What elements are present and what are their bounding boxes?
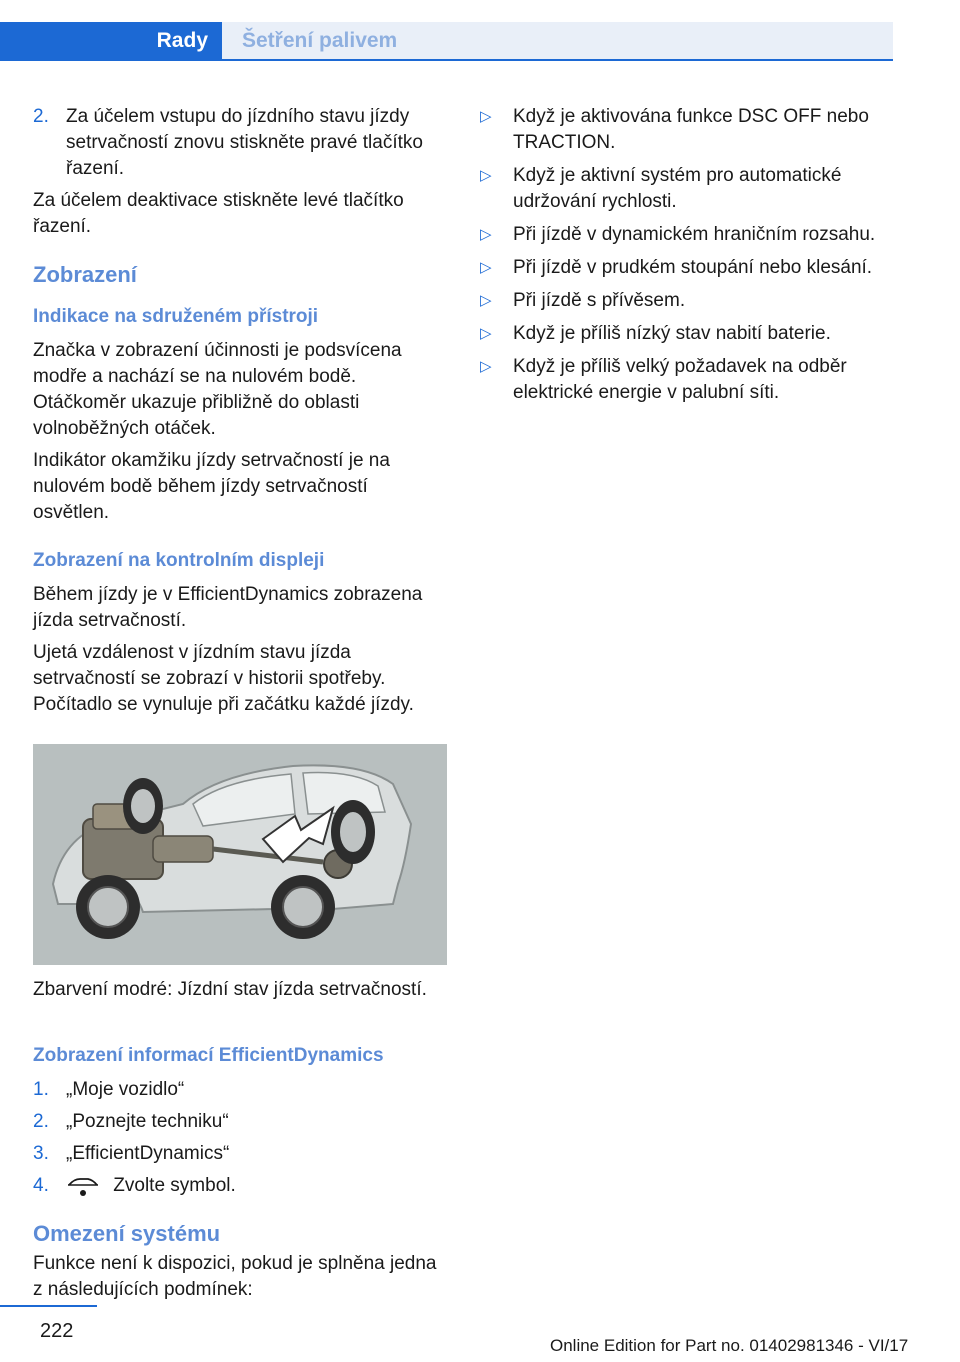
paragraph-displej-1: Během jízdy je v EfficientDynamics zobrazena jízda setrvačností. [33,584,423,631]
step-number: 3. [33,1143,49,1164]
step-item-2 [33,104,447,182]
list-item [480,104,900,156]
heading-displej: Zobrazení na kontrolním displeji [33,550,325,571]
step-text: Za účelem vstupu do jízdního stavu jízdy setrvačností znovu stiskněte pravé tlačítko řazení. [66,106,423,179]
list-item-text: Při jízdě v prudkém stoupání nebo klesání. [513,257,873,278]
triangle-right-icon: ▷ [480,259,492,276]
list-item [480,163,900,215]
car-illustration [33,744,447,965]
triangle-right-icon: ▷ [480,108,492,125]
list-item-text: Když je aktivní systém pro automatické udržování rychlosti. [513,165,842,212]
triangle-right-icon: ▷ [480,292,492,309]
triangle-right-icon: ▷ [480,325,492,342]
heading-indikace: Indikace na sdruženém přístroji [33,306,319,327]
step-item-3 [33,1141,447,1167]
step-text: Zvolte symbol. [113,1175,236,1196]
step-text: „EfficientDynamics“ [66,1143,230,1164]
step-number: 1. [33,1079,49,1100]
coasting-car-icon [66,1175,100,1197]
step-item-1 [33,1077,447,1103]
page-number: 222 [40,1320,74,1342]
header-rule [0,59,893,61]
tab-section-label: Šetření palivem [242,29,398,52]
list-item-text: Při jízdě s přívěsem. [513,290,686,311]
step-number: 2. [33,1111,49,1132]
paragraph-indikace-2: Indikátor okamžiku jízdy setrvačností je na nulovém bodě během jízdy setrvačností osvětlen. [33,450,390,523]
list-item [480,321,900,347]
paragraph-indikace-1: Značka v zobrazení účinnosti je podsvícena modře a nachází se na nulovém bodě. Otáčkoměr ukazuje přibližně do oblasti volnoběžných otáček. [33,340,402,439]
step-item-2b [33,1109,447,1135]
triangle-right-icon: ▷ [480,226,492,243]
list-item [480,222,900,248]
list-item-text: Když je příliš nízký stav nabití baterie. [513,323,831,344]
left-column [33,104,447,1309]
paragraph-omezeni: Funkce není k dispozici, pokud je splněna jedna z následujících podmínek: [33,1253,437,1300]
tab-rady-label: Rady [156,29,208,52]
heading-zobrazeni: Zobrazení [33,262,137,287]
triangle-right-icon: ▷ [480,167,492,184]
list-item [480,354,900,406]
tab-rady[interactable] [0,22,222,61]
heading-info: Zobrazení informací EfficientDynamics [33,1045,384,1066]
tab-section[interactable] [222,22,893,59]
heading-omezeni: Omezení systému [33,1221,221,1246]
paragraph-displej-2: Ujetá vzdálenost v jízdním stavu jízda setrvačností se zobrazí v historii spotřeby. Počítadlo se vynuluje při začátku každé jízdy. [33,642,414,715]
list-item [480,255,900,281]
edition-footer: Online Edition for Part no. 01402981346 - VI/17 [550,1336,909,1355]
triangle-right-icon: ▷ [480,358,492,375]
list-item-text: Při jízdě v dynamickém hraničním rozsahu. [513,224,876,245]
page-number-rule [0,1305,97,1307]
list-item-text: Když je příliš velký požadavek na odběr elektrické energie v palubní síti. [513,356,847,403]
header-bar [0,22,893,62]
list-item [480,288,900,314]
deactivate-paragraph: Za účelem deaktivace stiskněte levé tlačítko řazení. [33,190,404,237]
step-text: „Moje vozidlo“ [66,1079,185,1100]
step-number: 2. [33,106,49,127]
image-caption: Zbarvení modré: Jízdní stav jízda setrvačností. [33,979,427,1000]
right-column [480,104,900,413]
step-text: „Poznejte techniku“ [66,1111,229,1132]
list-item-text: Když je aktivována funkce DSC OFF nebo TRACTION. [513,106,869,153]
step-item-4 [33,1173,447,1199]
car-drivetrain-image [33,744,447,965]
step-number: 4. [33,1175,49,1196]
